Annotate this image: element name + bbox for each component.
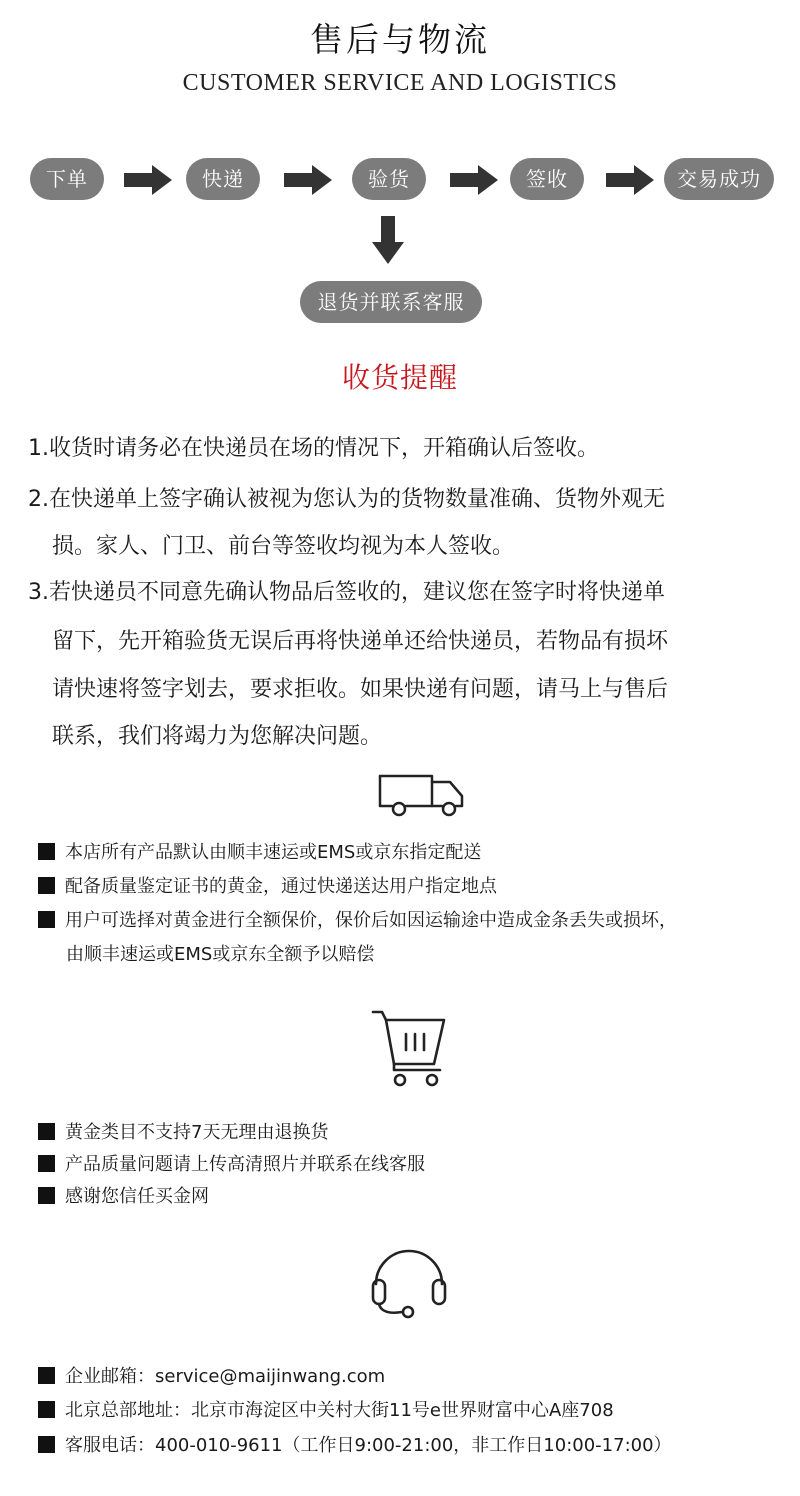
reminder-line: 损。家人、门卫、前台等签收均视为本人签收。 xyxy=(52,534,515,559)
page-title: 售后与物流 xyxy=(310,20,490,59)
headset-icon xyxy=(368,1240,450,1320)
list-item-continuation: 由顺丰速运或EMS或京东全额予以赔偿 xyxy=(66,944,375,965)
bullet-square-icon xyxy=(38,1123,55,1140)
flow-step-complete: 交易成功 xyxy=(664,158,774,200)
bullet-square-icon xyxy=(38,1436,55,1453)
list-item: 本店所有产品默认由顺丰速运或EMS或京东指定配送 xyxy=(38,838,481,864)
reminder-line: 联系，我们将竭力为您解决问题。 xyxy=(52,724,383,749)
reminder-title: 收货提醒 xyxy=(341,361,458,394)
arrow-right-icon xyxy=(606,165,654,195)
list-item: 感谢您信任买金网 xyxy=(38,1182,209,1208)
truck-icon xyxy=(376,772,466,818)
arrow-right-icon xyxy=(284,165,332,195)
bullet-square-icon xyxy=(38,1155,55,1172)
contact-address: 北京总部地址：北京市海淀区中关村大街11号e世界财富中心A座708 xyxy=(38,1396,614,1422)
bullet-square-icon xyxy=(38,1367,55,1384)
flow-step-express: 快递 xyxy=(186,158,260,200)
reminder-line: 1.收货时请务必在快递员在场的情况下，开箱确认后签收。 xyxy=(28,436,599,461)
reminder-line: 请快速将签字划去，要求拒收。如果快递有问题，请马上与售后 xyxy=(52,677,669,702)
bullet-square-icon xyxy=(38,1187,55,1204)
contact-phone: 客服电话：400-010-9611（工作日9:00-21:00，非工作日10:00-17:00） xyxy=(38,1431,672,1457)
bullet-square-icon xyxy=(38,877,55,894)
arrow-right-icon xyxy=(450,165,498,195)
reminder-line: 留下，先开箱验货无误后再将快递单还给快递员，若物品有损坏 xyxy=(52,629,669,654)
list-item: 产品质量问题请上传高清照片并联系在线客服 xyxy=(38,1150,425,1176)
list-item: 配备质量鉴定证书的黄金，通过快递送达用户指定地点 xyxy=(38,872,497,898)
bullet-square-icon xyxy=(38,843,55,860)
list-item: 黄金类目不支持7天无理由退换货 xyxy=(38,1118,328,1144)
flow-step-order: 下单 xyxy=(30,158,104,200)
cart-icon xyxy=(370,1008,450,1088)
flow-step-return: 退货并联系客服 xyxy=(300,281,482,323)
list-item: 用户可选择对黄金进行全额保价，保价后如因运输途中造成金条丢失或损坏， xyxy=(38,906,677,932)
bullet-square-icon xyxy=(38,1401,55,1418)
page-subtitle: CUSTOMER SERVICE AND LOGISTICS xyxy=(182,70,618,96)
arrow-right-icon xyxy=(124,165,172,195)
reminder-line: 2.在快递单上签字确认被视为您认为的货物数量准确、货物外观无 xyxy=(28,487,665,512)
reminder-line: 3.若快递员不同意先确认物品后签收的，建议您在签字时将快递单 xyxy=(28,580,665,605)
bullet-square-icon xyxy=(38,911,55,928)
arrow-down-icon xyxy=(372,216,404,264)
contact-email: 企业邮箱：service@maijinwang.com xyxy=(38,1362,385,1388)
flow-step-inspect: 验货 xyxy=(352,158,426,200)
flow-step-sign: 签收 xyxy=(510,158,584,200)
